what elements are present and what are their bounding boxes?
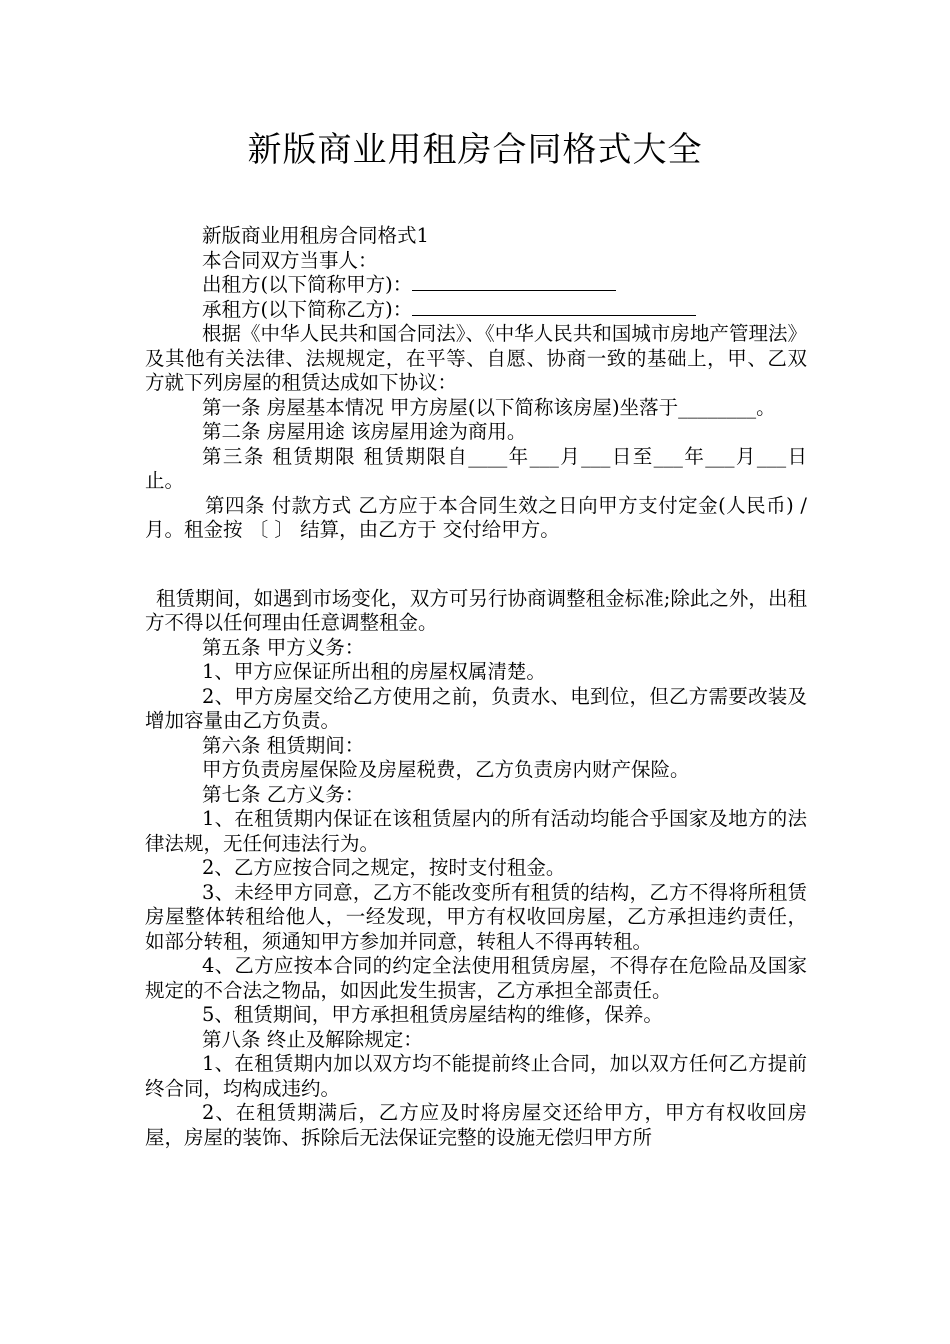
paragraph: 4、乙方应按本合同的约定全法使用租赁房屋，不得存在危险品及国家规定的不合法之物品，如因此发生损害，乙方承担全部责任。	[145, 954, 807, 1002]
paragraph: 2、乙方应按合同之规定，按时支付租金。	[202, 856, 566, 879]
paragraph-gap	[145, 543, 807, 587]
paragraph: 新版商业用租房合同格式1	[202, 224, 429, 247]
lessee-label: 承租方(以下简称乙方)：	[202, 297, 413, 321]
paragraph: 第三条 租赁期限 租赁期限自____年___月___日至___年___月___日止。	[145, 444, 807, 492]
lessor-label: 出租方(以下简称甲方)：	[202, 273, 413, 296]
paragraph: 2、在租赁期满后，乙方应及时将房屋交还给甲方，甲方有权收回房屋，房屋的装饰、拆除后无法保证完整的设施无偿归甲方所	[145, 1101, 807, 1149]
lessee-blank	[412, 298, 696, 316]
paragraph: 2、甲方房屋交给乙方使用之前，负责水、电到位，但乙方需要改装及增加容量由乙方负责。	[145, 684, 807, 732]
paragraph: 第五条 甲方义务：	[202, 635, 365, 659]
paragraph: 1、在租赁期内保证在该租赁屋内的所有活动均能合乎国家及地方的法律法规，无任何违法行为。	[145, 807, 807, 855]
paragraph: 第七条 乙方义务：	[202, 782, 365, 806]
paragraph: 1、在租赁期内加以双方均不能提前终止合同，加以双方任何乙方提前终合同，均构成违约。	[145, 1052, 807, 1100]
paragraph	[145, 273, 807, 298]
paragraph: 3、未经甲方同意，乙方不能改变所有租赁的结构，乙方不得将所租赁房屋整体转租给他人，一经发现，甲方有权收回房屋，乙方承担违约责任，如部分转租，须通知甲方参加并同意，转租人不得再转租。	[145, 880, 807, 953]
paragraph: 根据《中华人民共和国合同法》、《中华人民共和国城市房地产管理法》及其他有关法律、法规规定，在平等、自愿、协商一致的基础上，甲、乙双方就下列房屋的租赁达成如下协议：	[145, 322, 807, 394]
paragraph: 甲方负责房屋保险及房屋税费，乙方负责房内财产保险。	[202, 758, 690, 781]
paragraph: 第四条 付款方式 乙方应于本合同生效之日向甲方支付定金(人民币) /月。租金按 〔 〕 结算，由乙方于 交付给甲方。	[145, 493, 807, 541]
paragraph: 第六条 租赁期间：	[202, 733, 365, 757]
paragraph: 5、租赁期间，甲方承担租赁房屋结构的维修，保养。	[202, 1003, 663, 1026]
lessor-blank	[412, 273, 616, 291]
paragraph: 第二条 房屋用途 该房屋用途为商用。	[202, 420, 527, 443]
paragraph: 第八条 终止及解除规定：	[202, 1027, 423, 1051]
paragraph: 第一条 房屋基本情况 甲方房屋(以下简称该房屋)坐落于________。	[202, 395, 776, 419]
paragraph	[145, 298, 807, 323]
paragraph: 本合同双方当事人：	[202, 248, 378, 272]
document-body	[145, 224, 807, 1150]
paragraph: 1、甲方应保证所出租的房屋权属清楚。	[202, 660, 546, 683]
paragraph: 租赁期间，如遇到市场变化，双方可另行协商调整租金标准;除此之外，出租方不得以任何理由任意调整租金。	[145, 586, 807, 634]
document-title: 新版商业用租房合同格式大全	[247, 130, 703, 170]
